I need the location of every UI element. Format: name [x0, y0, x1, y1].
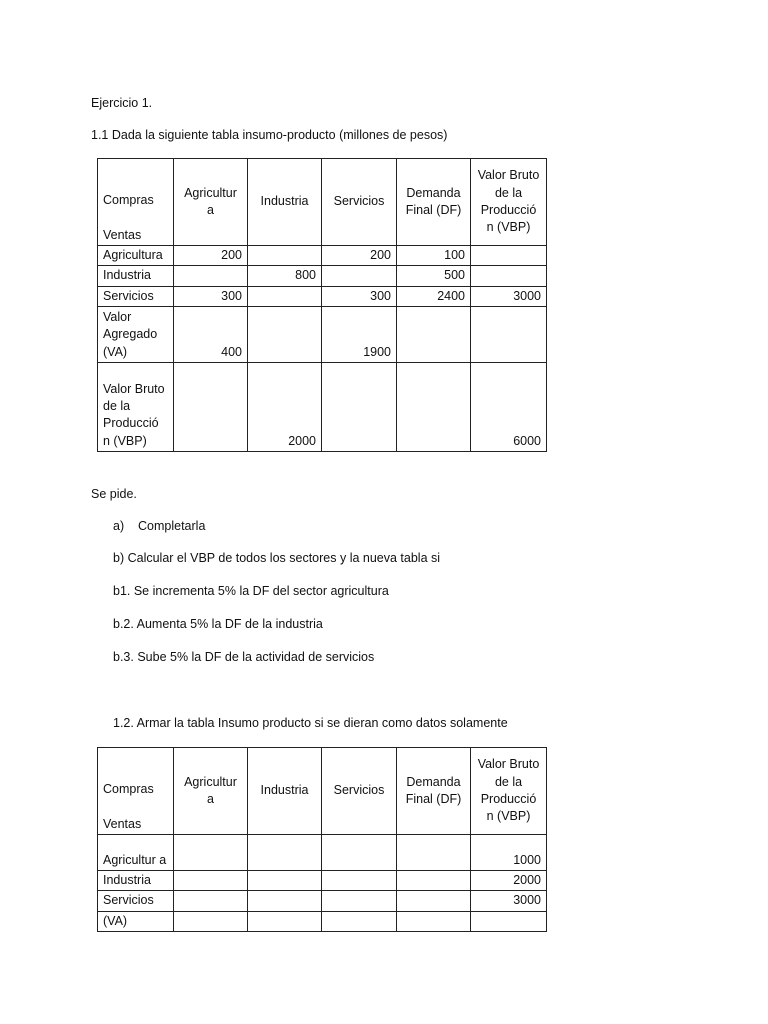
table-cell: 300 [174, 286, 248, 306]
table-cell [322, 911, 397, 931]
header-vbp: Valor Bruto de la Producció n (VBP) [471, 748, 547, 835]
table-cell: 800 [248, 266, 322, 286]
row-label: (VA) [98, 911, 174, 931]
table-row [98, 835, 547, 871]
table-cell: 2000 [471, 871, 547, 891]
table-cell: 6000 [471, 362, 547, 451]
table-cell: 500 [397, 266, 471, 286]
table-cell: 3000 [471, 286, 547, 306]
table-header-row [98, 159, 547, 246]
table-cell [397, 306, 471, 362]
table-cell [322, 266, 397, 286]
header-ventas: Ventas [103, 227, 142, 242]
header-compras: Compras [103, 782, 154, 797]
table-cell [397, 891, 471, 911]
exercise-heading: Ejercicio 1. [91, 96, 153, 110]
table-header-row [98, 748, 547, 835]
table-cell [471, 306, 547, 362]
table-cell: 200 [322, 246, 397, 266]
header-servicios: Servicios [322, 159, 397, 246]
table-cell [397, 835, 471, 871]
header-vbp: Valor Bruto de la Producció n (VBP) [471, 159, 547, 246]
table-cell [397, 911, 471, 931]
input-output-table-1 [97, 158, 547, 452]
table-row [98, 871, 547, 891]
table-row [98, 246, 547, 266]
se-pide-label: Se pide. [91, 487, 137, 501]
item-b1: b1. Se incrementa 5% la DF del sector agricultura [113, 584, 389, 598]
table-cell [248, 891, 322, 911]
row-label: Servicios [98, 891, 174, 911]
header-demanda-final: Demanda Final (DF) [397, 748, 471, 835]
table-cell [248, 871, 322, 891]
table-cell [471, 266, 547, 286]
item-b: b) Calcular el VBP de todos los sectores y la nueva tabla si [113, 551, 441, 565]
table-cell: 400 [174, 306, 248, 362]
table-cell [322, 362, 397, 451]
row-label: Agricultur a [98, 835, 174, 871]
row-label: Servicios [98, 286, 174, 306]
header-compras-ventas [98, 159, 174, 246]
table-row [98, 911, 547, 931]
row-label: Industria [98, 266, 174, 286]
table-cell [248, 306, 322, 362]
table-cell [397, 362, 471, 451]
table-cell [322, 835, 397, 871]
table-cell: 3000 [471, 891, 547, 911]
table-row [98, 266, 547, 286]
table-cell: 300 [322, 286, 397, 306]
table-cell: 200 [174, 246, 248, 266]
table-cell [174, 362, 248, 451]
table-cell [322, 891, 397, 911]
header-industria: Industria [248, 748, 322, 835]
table-row [98, 286, 547, 306]
item-b2: b.2. Aumenta 5% la DF de la industria [113, 617, 323, 631]
table-cell [248, 246, 322, 266]
table-cell [174, 871, 248, 891]
header-compras: Compras [103, 193, 154, 208]
table-cell [174, 835, 248, 871]
table-cell [174, 266, 248, 286]
row-label: Agricultura [98, 246, 174, 266]
table-cell [248, 286, 322, 306]
item-a: a) Completarla [113, 519, 206, 533]
item-b3: b.3. Sube 5% la DF de la actividad de servicios [113, 650, 375, 664]
table-cell: 2400 [397, 286, 471, 306]
row-label: Valor Bruto de la Producció n (VBP) [98, 362, 174, 451]
table-cell: 1000 [471, 835, 547, 871]
table-cell: 1900 [322, 306, 397, 362]
table-row [98, 306, 547, 362]
table-cell [248, 911, 322, 931]
table-cell: 100 [397, 246, 471, 266]
table-cell [174, 891, 248, 911]
header-demanda-final: Demanda Final (DF) [397, 159, 471, 246]
table-cell [248, 835, 322, 871]
input-output-table-2 [97, 747, 547, 932]
table-cell: 2000 [248, 362, 322, 451]
header-industria: Industria [248, 159, 322, 246]
table-cell [174, 911, 248, 931]
row-label: Industria [98, 871, 174, 891]
table-cell [322, 871, 397, 891]
table-cell [397, 871, 471, 891]
header-compras-ventas [98, 748, 174, 835]
row-label: Valor Agregado (VA) [98, 306, 174, 362]
table-cell [471, 246, 547, 266]
section-1-2-text: 1.2. Armar la tabla Insumo producto si se dieran como datos solamente [113, 716, 508, 730]
table-row [98, 362, 547, 451]
intro-text: 1.1 Dada la siguiente tabla insumo-producto (millones de pesos) [91, 128, 448, 142]
header-ventas: Ventas [103, 816, 142, 831]
header-agricultura: Agricultur a [174, 159, 248, 246]
table-cell [471, 911, 547, 931]
table-row [98, 891, 547, 911]
header-agricultura: Agricultur a [174, 748, 248, 835]
header-servicios: Servicios [322, 748, 397, 835]
